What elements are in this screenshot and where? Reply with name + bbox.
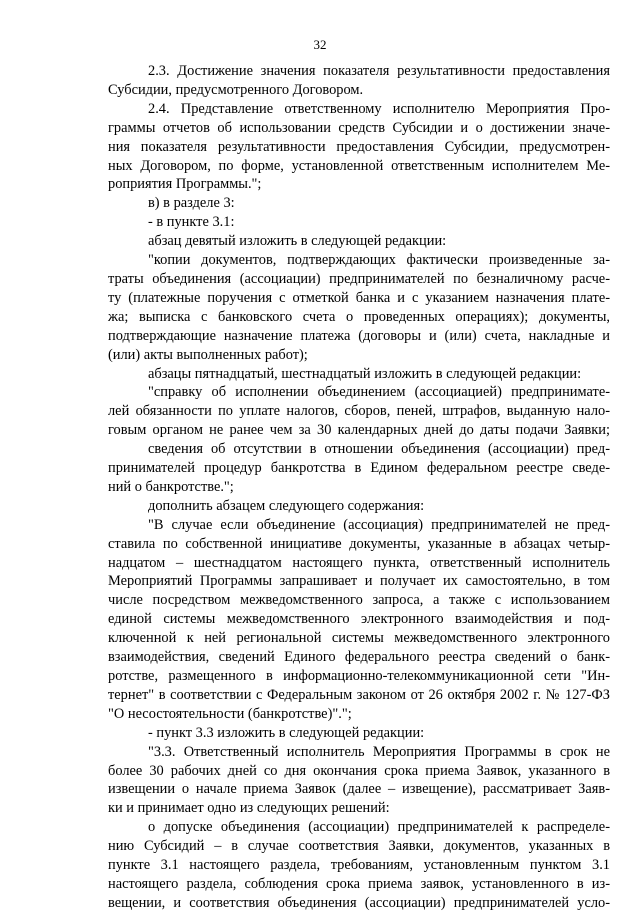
text-line: - пункт 3.3 изложить в следующей редакции: <box>148 724 425 741</box>
text-line: извещении о начале приема Заявок (далее – извещение), рассматривает Заяв- <box>108 781 610 798</box>
text-line: "В случае если объединение (ассоциация) предпринимателей не пред- <box>148 516 610 533</box>
text-line: настоящего раздела, соблюдения срока приема заявок, установленного в из- <box>108 875 610 892</box>
text-line: ки и принимает одно из следующих решений: <box>108 800 390 817</box>
text-line: ния показателя результативности предоставления Субсидии, предусмотрен- <box>108 138 610 155</box>
text-line: пункте 3.1 настоящего раздела, требованиям, установленным пунктом 3.1 <box>108 857 610 874</box>
text-line: траты объединения (ассоциации) предпринимателей по безналичному расче- <box>108 270 610 287</box>
text-line: "справку об исполнении объединением (ассоциацией) предпринимате- <box>148 384 610 401</box>
text-line: единой системы межведомственного электронного взаимодействия и под- <box>108 611 610 628</box>
text-line: ний о банкротстве."; <box>108 478 234 495</box>
text-line: "3.3. Ответственный исполнитель Мероприятия Программы в срок не <box>148 743 610 760</box>
text-line: ных Договором, по форме, установленной ответственным исполнителем Ме- <box>108 157 610 174</box>
text-line: "копии документов, подтверждающих фактически произведенные за- <box>148 252 610 269</box>
text-line: нию Субсидий – в случае соответствия Заявки, документов, указанных в <box>108 838 610 855</box>
text-line: граммы отчетов об использовании средств Субсидии и о достижении значе- <box>108 119 610 136</box>
text-line: 2.4. Представление ответственному исполнителю Мероприятия Про- <box>148 100 610 117</box>
text-line: ключенной к ней региональной системы межведомственного электронного <box>108 630 610 647</box>
text-line: роприятия Программы."; <box>108 176 262 193</box>
text-line: взаимодействия, сведений Единого федерального реестра сведений о банк- <box>108 649 610 666</box>
text-line: жа; выписка с банковского счета о проведенных операциях); документы, <box>108 308 610 325</box>
text-line: "О несостоятельности (банкротстве)"."; <box>108 705 352 722</box>
text-line: абзацы пятнадцатый, шестнадцатый изложить в следующей редакции: <box>148 365 582 382</box>
text-line: абзац девятый изложить в следующей редакции: <box>148 233 447 250</box>
text-line: надцатом – шестнадцатом настоящего пункта, ответственный исполнитель <box>108 554 610 571</box>
text-line: - в пункте 3.1: <box>148 214 235 231</box>
text-line: подтверждающие назначение платежа (договоры и (или) счета, накладные и <box>108 327 610 344</box>
text-line: ту (платежные поручения с отметкой банка и с указанием назначения плате- <box>108 289 610 306</box>
text-line: Субсидии, предусмотренного Договором. <box>108 81 364 98</box>
text-line: о допуске объединения (ассоциации) предпринимателей к распределе- <box>148 819 610 836</box>
text-line: сведения об отсутствии в отношении объединения (ассоциации) пред- <box>148 441 610 458</box>
text-line: числе посредством межведомственного запроса, а также с использованием <box>108 592 610 609</box>
text-line: дополнить абзацем следующего содержания: <box>148 497 425 514</box>
body-text <box>108 62 610 913</box>
text-line: лей обязанности по уплате налогов, сборов, пеней, штрафов, выданную нало- <box>108 403 610 420</box>
text-line: ставила по собственной инициативе документы, указанные в абзацах четыр- <box>108 535 610 552</box>
text-line: в) в разделе 3: <box>148 195 235 212</box>
text-line: принимателей процедур банкротства в Едином федеральном реестре сведе- <box>108 460 610 477</box>
text-line: говым органом не ранее чем за 30 календарных дней до даты подачи Заявки; <box>108 422 610 439</box>
text-line: тернет" в соответствии с Федеральным законом от 26 октября 2002 г. № 127-ФЗ <box>108 686 610 703</box>
text-line: ротстве, размещенного в информационно-телекоммуникационной сети "Ин- <box>108 668 610 684</box>
text-line: (или) акты выполненных работ); <box>108 346 308 363</box>
page-number: 32 <box>313 37 327 52</box>
text-line: вещении, и соответствия объединения (ассоциации) предпринимателей усло- <box>108 894 610 911</box>
text-line: более 30 рабочих дней со дня окончания срока приема Заявок, указанного в <box>108 762 610 779</box>
text-line: 2.3. Достижение значения показателя результативности предоставления <box>148 63 610 79</box>
text-line: Мероприятий Программы запрашивает и получает их самостоятельно, в том <box>108 573 610 590</box>
